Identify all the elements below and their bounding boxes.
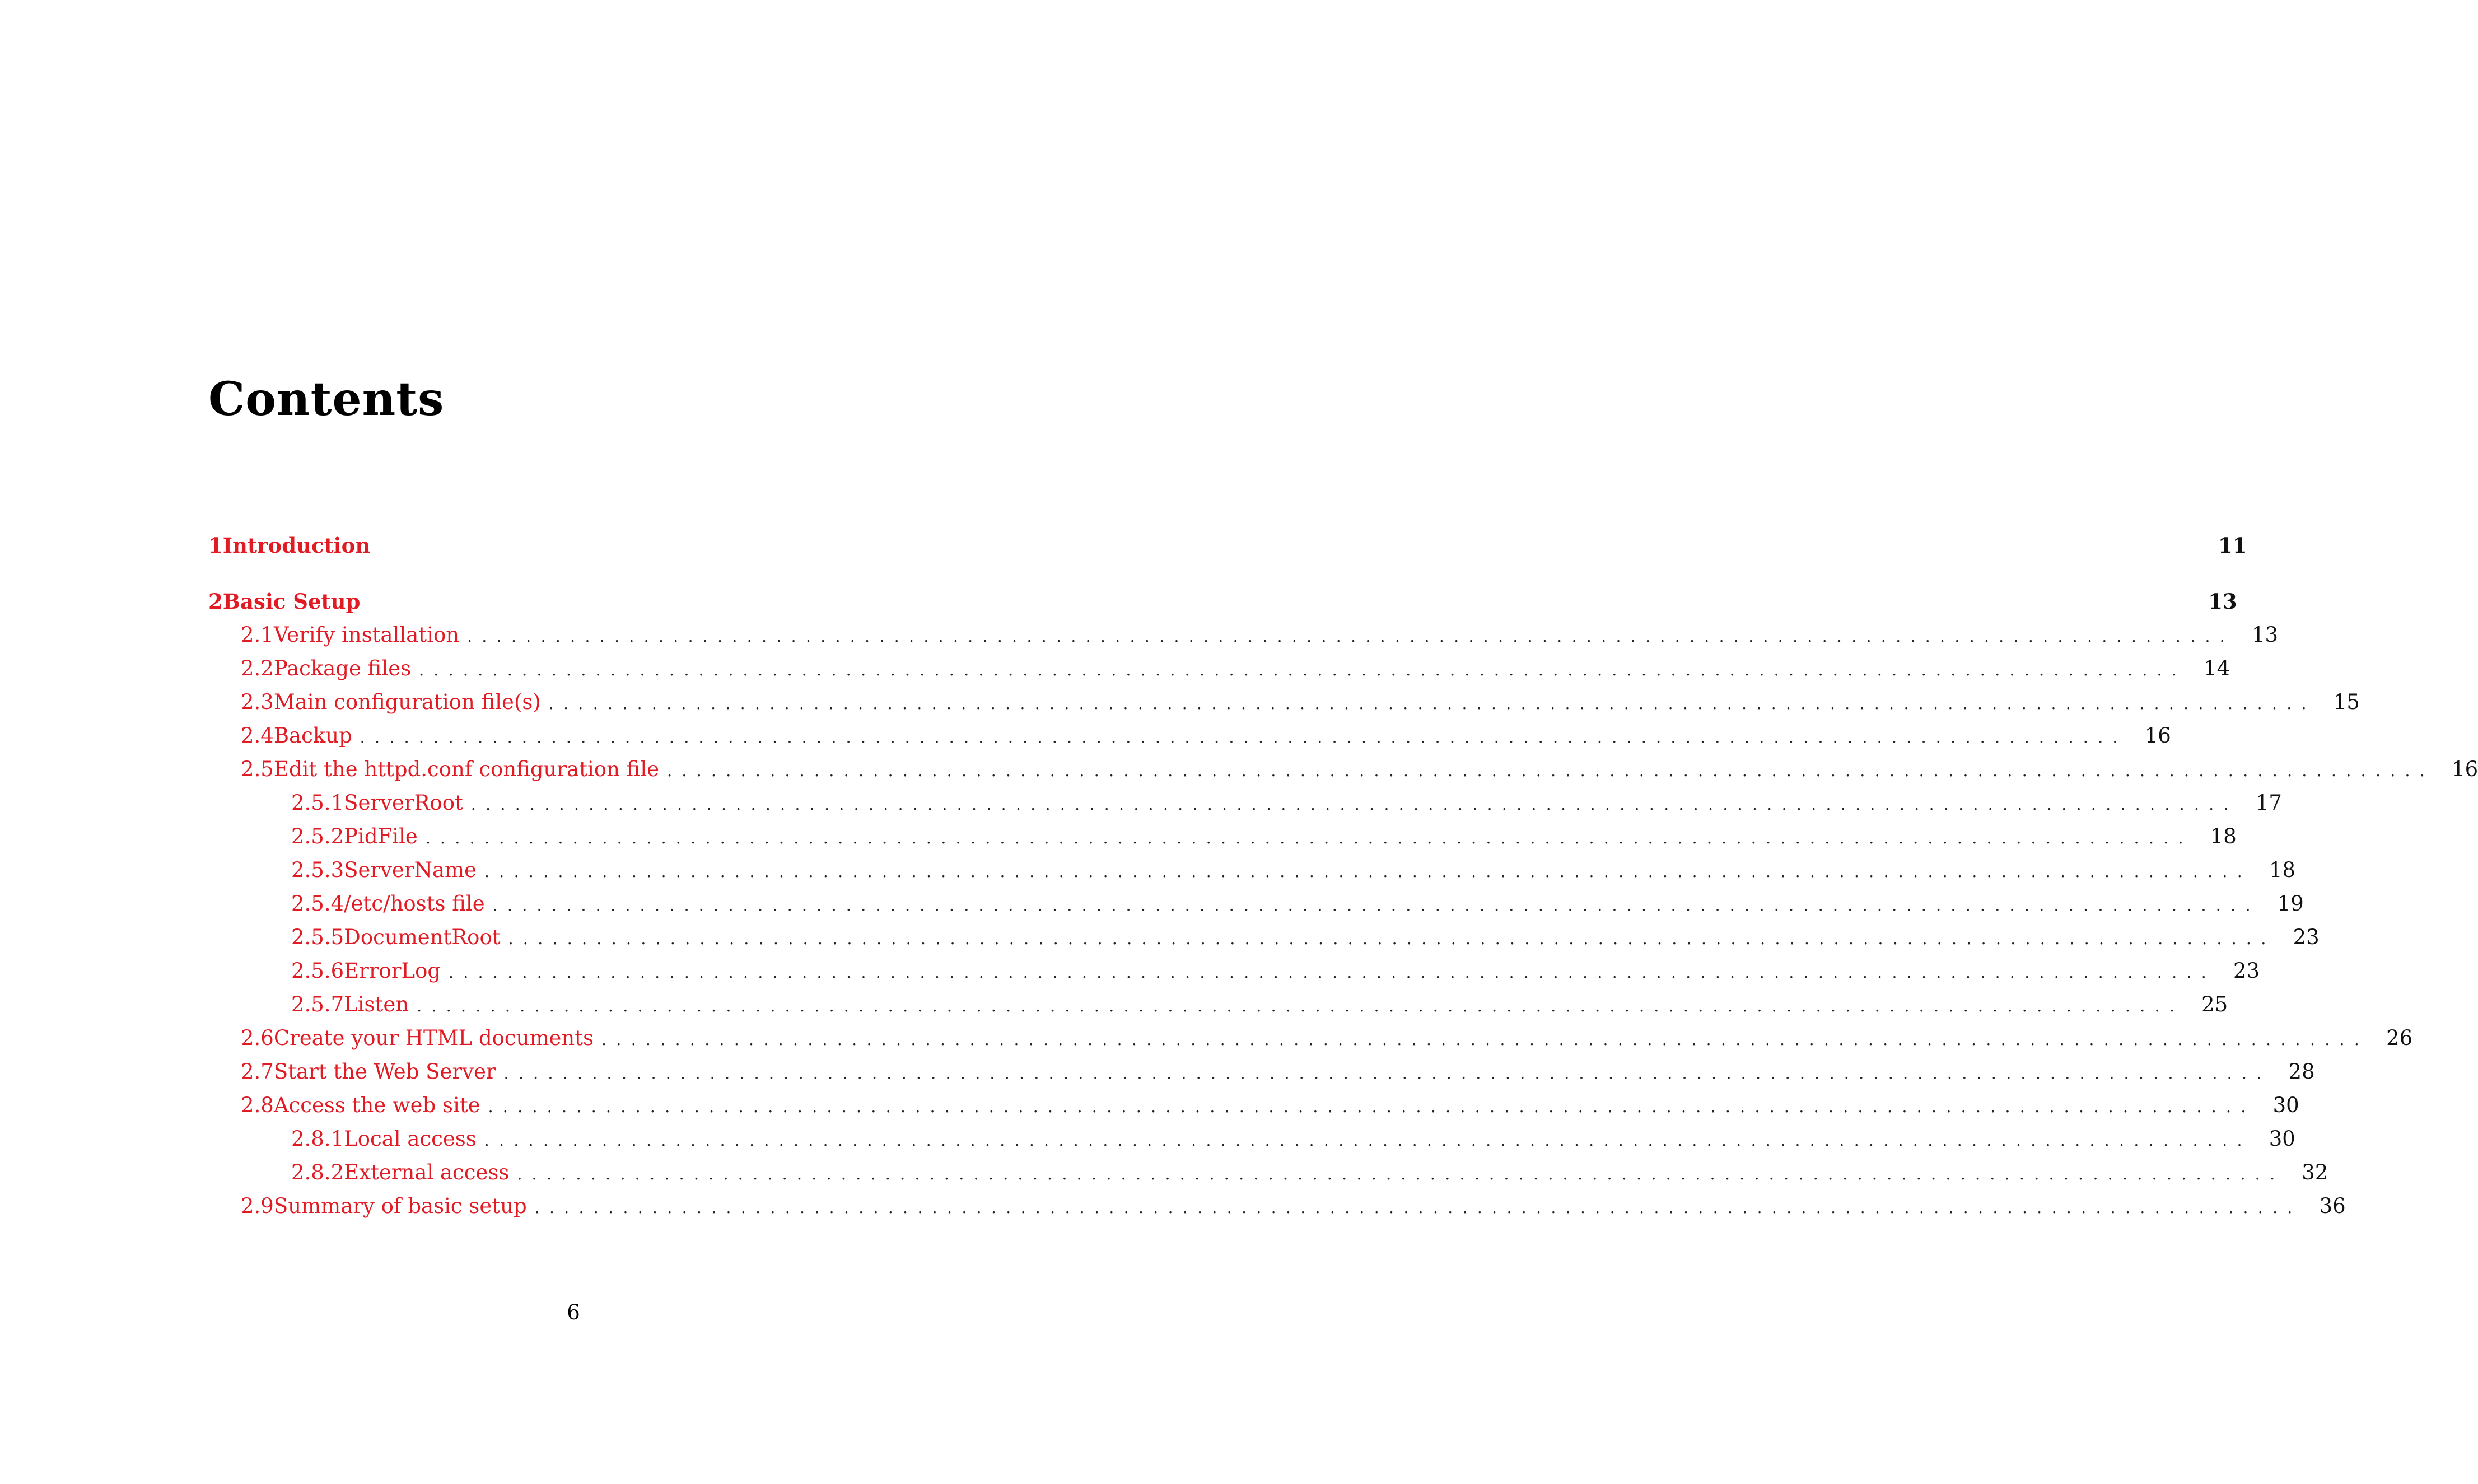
toc-entry-2[interactable] [208,589,2237,623]
toc-entry-title[interactable]: Package files [273,656,412,680]
toc-entry-title[interactable]: ServerName [344,858,477,882]
toc-entry-page: 36 [2319,1194,2346,1218]
toc-entry-page: 13 [2252,623,2279,647]
toc-entry-2-4[interactable] [208,724,2171,757]
toc-entry-2-6[interactable] [208,1026,2413,1060]
toc-entry-2-9[interactable] [208,1194,2346,1228]
toc-entry-title[interactable]: External access [344,1160,510,1184]
toc-entry-number[interactable]: 2.8 [241,1093,274,1117]
toc-entry-page: 19 [2277,892,2304,916]
toc-entry-page: 28 [2288,1060,2315,1084]
toc-entry-number[interactable]: 2.5.2 [291,824,344,848]
toc-entry-number[interactable]: 2.8.1 [291,1127,344,1151]
toc-entry-2-5-2[interactable] [208,824,2237,858]
toc-entry-number[interactable]: 2.2 [241,656,274,680]
toc-entry-page: 17 [2255,791,2282,815]
toc-entry-number[interactable]: 2 [208,589,223,614]
toc-entry-number[interactable]: 1 [208,533,223,558]
toc-entry-title[interactable]: Verify installation [273,623,460,647]
toc-entry-number[interactable]: 2.8.2 [291,1160,344,1184]
toc-entry-title[interactable]: Start the Web Server [273,1060,496,1084]
toc-entry-title[interactable]: Local access [344,1127,477,1151]
dot-leader: ........................................................................................................................ [508,930,2276,948]
dot-leader: ........................................................................................................................ [419,661,2187,679]
toc-entry-title[interactable]: Backup [273,724,352,748]
toc-entry-page: 25 [2201,992,2228,1016]
dot-leader: ........................................................................................................................ [449,963,2216,982]
toc-entry-page: 18 [2210,824,2237,848]
toc-entry-number[interactable]: 2.6 [241,1026,274,1050]
dot-leader: ........................................................................................................................ [488,1098,2256,1116]
toc-entry-number[interactable]: 2.5.7 [291,992,344,1016]
dot-leader: ........................................................................................................................ [360,728,2127,746]
dot-leader: ........................................................................................................................ [548,694,2316,713]
toc-entry-number[interactable]: 2.5.4 [291,892,344,916]
toc-entry-page: 32 [2302,1160,2328,1184]
toc-entry-2-1[interactable] [208,623,2279,656]
toc-entry-page: 16 [2452,757,2478,781]
toc-entry-2-8-2[interactable] [208,1160,2328,1194]
toc-entry-2-8[interactable] [208,1093,2299,1127]
toc-entry-number[interactable]: 2.1 [241,623,274,647]
toc-entry-title[interactable]: ErrorLog [344,959,441,983]
toc-entry-2-5[interactable] [208,757,2478,791]
toc-entry-2-7[interactable] [208,1060,2315,1093]
toc-entry-2-2[interactable] [208,656,2230,690]
toc-entry-title[interactable]: Access the web site [273,1093,480,1117]
toc-entry-page: 30 [2269,1127,2295,1151]
toc-entry-page: 16 [2144,724,2171,748]
dot-leader: ........................................................................................................................ [517,1165,2285,1183]
dot-leader: ........................................................................................................................ [534,1198,2302,1217]
toc-entry-page: 26 [2386,1026,2413,1050]
toc-entry-title[interactable]: PidFile [344,824,418,848]
page-number: 6 [567,1300,580,1324]
table-of-contents [208,0,2478,1484]
toc-entry-number[interactable]: 2.7 [241,1060,274,1084]
toc-entry-title[interactable]: Edit the httpd.conf configuration file [273,757,660,781]
toc-entry-number[interactable]: 2.5 [241,757,274,781]
toc-entry-title[interactable]: DocumentRoot [344,925,501,949]
toc-entry-1[interactable] [208,533,2247,567]
toc-entry-2-5-6[interactable] [208,959,2260,992]
dot-leader: ........................................................................................................................ [470,795,2238,814]
toc-entry-page: 23 [2293,925,2320,949]
toc-entry-title[interactable]: Listen [344,992,409,1016]
toc-entry-2-5-4[interactable] [208,892,2304,925]
toc-entry-number[interactable]: 2.4 [241,724,274,748]
dot-leader: ........................................................................................................................ [467,627,2235,646]
toc-entry-title[interactable]: ServerRoot [344,791,463,815]
toc-entry-title[interactable]: Introduction [222,533,371,558]
toc-entry-number[interactable]: 2.5.3 [291,858,344,882]
toc-entry-number[interactable]: 2.5.5 [291,925,344,949]
dot-leader: ........................................................................................................................ [484,862,2252,881]
toc-entry-page: 30 [2272,1093,2299,1117]
toc-entry-title[interactable]: Main configuration file(s) [273,690,541,714]
toc-entry-2-5-7[interactable] [208,992,2228,1026]
toc-entry-2-5-3[interactable] [208,858,2296,892]
page-title: Contents [208,372,445,426]
toc-entry-number[interactable]: 2.5.1 [291,791,344,815]
dot-leader: ........................................................................................................................ [484,1131,2252,1150]
dot-leader: ........................................................................................................................ [492,896,2260,914]
toc-entry-page: 11 [2218,533,2247,558]
toc-entry-number[interactable]: 2.5.6 [291,959,344,983]
dot-leader: ........................................................................................................................ [503,1064,2271,1082]
toc-entry-page: 14 [2204,656,2230,680]
toc-entry-2-3[interactable] [208,690,2360,724]
toc-entry-title[interactable]: Create your HTML documents [273,1026,594,1050]
toc-entry-2-8-1[interactable] [208,1127,2295,1160]
toc-entry-page: 13 [2208,589,2237,614]
toc-entry-2-5-1[interactable] [208,791,2282,824]
toc-entry-number[interactable]: 2.9 [241,1194,274,1218]
dot-leader: ........................................................................................................................ [667,762,2435,780]
dot-leader: ........................................................................................................................ [425,829,2193,847]
dot-leader: ........................................................................................................................ [417,997,2185,1015]
toc-entry-page: 18 [2269,858,2296,882]
dot-leader: ........................................................................................................................ [601,1030,2369,1049]
toc-entry-page: 23 [2233,959,2260,983]
toc-entry-title[interactable]: Basic Setup [222,589,361,614]
toc-entry-page: 15 [2333,690,2360,714]
toc-entry-2-5-5[interactable] [208,925,2320,959]
toc-entry-title[interactable]: /etc/hosts file [344,892,485,916]
toc-entry-number[interactable]: 2.3 [241,690,274,714]
toc-entry-title[interactable]: Summary of basic setup [273,1194,527,1218]
